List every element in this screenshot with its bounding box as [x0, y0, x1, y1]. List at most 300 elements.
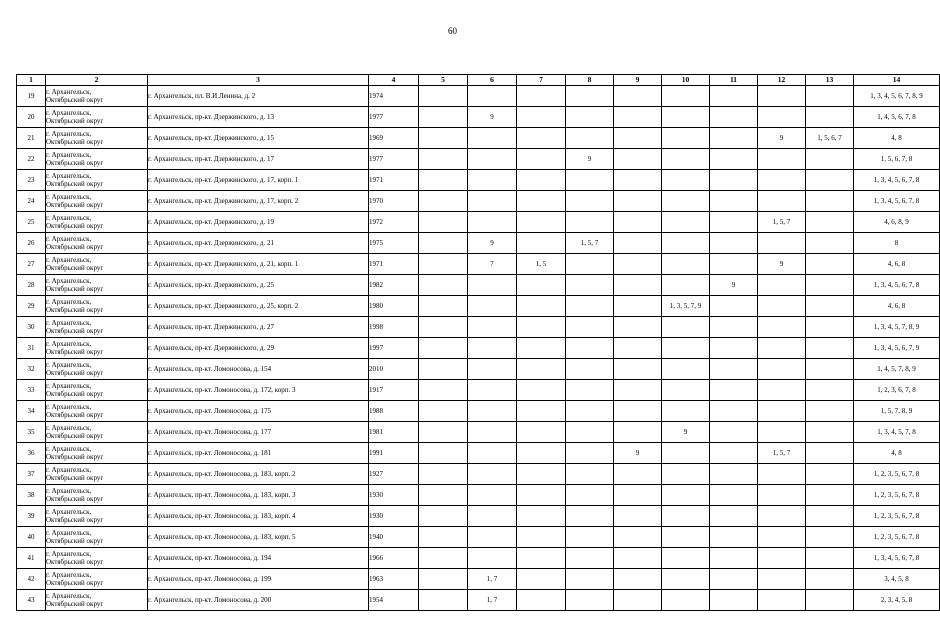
district-cell — [46, 443, 148, 464]
row-number-cell: 19 — [17, 86, 46, 107]
district-okrug: Октябрьский округ — [46, 306, 104, 314]
address-cell: г. Архангельск, пр-кт. Ломоносова, д. 194 — [148, 548, 369, 569]
district-cell — [46, 506, 148, 527]
column-number-header: 12 — [758, 75, 806, 86]
value-cell-c8 — [566, 506, 614, 527]
year-cell: 1991 — [369, 443, 419, 464]
value-cell-c7 — [517, 401, 566, 422]
value-cell-c9 — [614, 548, 662, 569]
row-number-cell: 28 — [17, 275, 46, 296]
year-cell: 1970 — [369, 191, 419, 212]
value-cell-c13 — [806, 212, 854, 233]
value-cell-c11 — [710, 170, 758, 191]
address-cell: г. Архангельск, пр-кт. Ломоносова, д. 183, корп. 5 — [148, 527, 369, 548]
district-cell — [46, 422, 148, 443]
value-cell-c5 — [419, 590, 468, 611]
district-city: г. Архангельск, — [46, 340, 92, 348]
value-cell-c14: 4, 6, 8 — [854, 296, 940, 317]
value-cell-c8 — [566, 275, 614, 296]
district-city: г. Архангельск, — [46, 361, 92, 369]
value-cell-c13 — [806, 275, 854, 296]
address-cell: г. Архангельск, пр-кт. Ломоносова, д. 154 — [148, 359, 369, 380]
value-cell-c6: 1, 7 — [468, 590, 517, 611]
value-cell-c11 — [710, 548, 758, 569]
value-cell-c5 — [419, 233, 468, 254]
value-cell-c7 — [517, 212, 566, 233]
value-cell-c14: 1, 3, 4, 5, 6, 7, 8 — [854, 275, 940, 296]
value-cell-c6 — [468, 485, 517, 506]
value-cell-c9 — [614, 506, 662, 527]
value-cell-c9 — [614, 296, 662, 317]
value-cell-c12 — [758, 233, 806, 254]
column-number-header: 4 — [369, 75, 419, 86]
value-cell-c12 — [758, 590, 806, 611]
value-cell-c11 — [710, 464, 758, 485]
value-cell-c7 — [517, 86, 566, 107]
value-cell-c5 — [419, 401, 468, 422]
year-cell: 1997 — [369, 338, 419, 359]
value-cell-c8 — [566, 212, 614, 233]
row-number-cell: 36 — [17, 443, 46, 464]
district-cell — [46, 149, 148, 170]
district-okrug: Октябрьский округ — [46, 579, 104, 587]
value-cell-c5 — [419, 506, 468, 527]
district-city: г. Архангельск, — [46, 256, 92, 264]
value-cell-c6 — [468, 422, 517, 443]
value-cell-c7 — [517, 359, 566, 380]
district-cell — [46, 107, 148, 128]
year-cell: 1954 — [369, 590, 419, 611]
address-cell: г. Архангельск, пр-кт. Дзержинского, д. 17, корп. 1 — [148, 170, 369, 191]
district-cell — [46, 569, 148, 590]
column-number-header: 11 — [710, 75, 758, 86]
value-cell-c12 — [758, 464, 806, 485]
district-okrug: Октябрьский округ — [46, 432, 104, 440]
district-city: г. Архангельск, — [46, 235, 92, 243]
district-cell — [46, 338, 148, 359]
address-cell: г. Архангельск, пр-кт. Ломоносова, д. 172, корп. 3 — [148, 380, 369, 401]
district-okrug: Октябрьский округ — [46, 558, 104, 566]
district-city: г. Архангельск, — [46, 445, 92, 453]
district-cell — [46, 359, 148, 380]
value-cell-c6 — [468, 212, 517, 233]
value-cell-c14: 1, 3, 4, 5, 6, 7, 8, 9 — [854, 86, 940, 107]
value-cell-c8 — [566, 338, 614, 359]
row-number-cell: 25 — [17, 212, 46, 233]
value-cell-c5 — [419, 275, 468, 296]
table-row — [17, 212, 940, 233]
year-cell: 1974 — [369, 86, 419, 107]
district-cell — [46, 170, 148, 191]
address-cell: г. Архангельск, пр-кт. Ломоносова, д. 200 — [148, 590, 369, 611]
district-cell — [46, 296, 148, 317]
district-cell — [46, 548, 148, 569]
value-cell-c10 — [662, 401, 710, 422]
value-cell-c12 — [758, 275, 806, 296]
district-city: г. Архангельск, — [46, 508, 92, 516]
value-cell-c9 — [614, 464, 662, 485]
table-row — [17, 149, 940, 170]
value-cell-c14: 1, 5, 6, 7, 8 — [854, 149, 940, 170]
table-row — [17, 86, 940, 107]
value-cell-c6 — [468, 149, 517, 170]
value-cell-c14: 1, 2, 3, 5, 6, 7, 8 — [854, 506, 940, 527]
value-cell-c9 — [614, 275, 662, 296]
value-cell-c7 — [517, 275, 566, 296]
value-cell-c6: 7 — [468, 254, 517, 275]
district-city: г. Архангельск, — [46, 298, 92, 306]
address-cell: г. Архангельск, пр-кт. Ломоносова, д. 183, корп. 2 — [148, 464, 369, 485]
address-cell: г. Архангельск, пр-кт. Ломоносова, д. 183, корп. 3 — [148, 485, 369, 506]
value-cell-c8 — [566, 443, 614, 464]
value-cell-c11 — [710, 527, 758, 548]
year-cell: 1930 — [369, 506, 419, 527]
column-number-header: 6 — [468, 75, 517, 86]
value-cell-c11 — [710, 569, 758, 590]
value-cell-c14: 3, 4, 5, 8 — [854, 569, 940, 590]
column-number-header: 5 — [419, 75, 468, 86]
district-cell — [46, 128, 148, 149]
value-cell-c5 — [419, 548, 468, 569]
district-cell — [46, 212, 148, 233]
value-cell-c13 — [806, 401, 854, 422]
value-cell-c11 — [710, 149, 758, 170]
value-cell-c14: 1, 3, 4, 5, 6, 7, 9 — [854, 338, 940, 359]
district-city: г. Архангельск, — [46, 277, 92, 285]
value-cell-c8 — [566, 191, 614, 212]
table-row — [17, 443, 940, 464]
district-okrug: Октябрьский округ — [46, 285, 104, 293]
value-cell-c13 — [806, 233, 854, 254]
table-row — [17, 590, 940, 611]
value-cell-c6: 9 — [468, 233, 517, 254]
value-cell-c13 — [806, 86, 854, 107]
row-number-cell: 22 — [17, 149, 46, 170]
table-row — [17, 317, 940, 338]
value-cell-c5 — [419, 485, 468, 506]
value-cell-c10 — [662, 359, 710, 380]
value-cell-c5 — [419, 296, 468, 317]
value-cell-c12 — [758, 107, 806, 128]
table-row — [17, 107, 940, 128]
value-cell-c8 — [566, 485, 614, 506]
value-cell-c6 — [468, 317, 517, 338]
value-cell-c8 — [566, 422, 614, 443]
district-city: г. Архангельск, — [46, 382, 92, 390]
address-cell: г. Архангельск, пр-кт. Дзержинского, д. 21 — [148, 233, 369, 254]
value-cell-c14: 1, 3, 4, 5, 6, 7, 8 — [854, 191, 940, 212]
value-cell-c10 — [662, 443, 710, 464]
value-cell-c10 — [662, 191, 710, 212]
column-number-header: 8 — [566, 75, 614, 86]
value-cell-c9 — [614, 569, 662, 590]
value-cell-c13 — [806, 569, 854, 590]
value-cell-c6 — [468, 170, 517, 191]
value-cell-c5 — [419, 128, 468, 149]
value-cell-c8 — [566, 464, 614, 485]
value-cell-c9 — [614, 128, 662, 149]
value-cell-c5 — [419, 212, 468, 233]
value-cell-c9 — [614, 149, 662, 170]
value-cell-c14: 1, 2, 3, 6, 7, 8 — [854, 380, 940, 401]
value-cell-c10 — [662, 212, 710, 233]
year-cell: 1966 — [369, 548, 419, 569]
value-cell-c12: 1, 5, 7 — [758, 443, 806, 464]
address-cell: г. Архангельск, пл. В.И.Ленина, д. 2 — [148, 86, 369, 107]
value-cell-c12 — [758, 359, 806, 380]
value-cell-c7 — [517, 422, 566, 443]
value-cell-c6 — [468, 401, 517, 422]
row-number-cell: 21 — [17, 128, 46, 149]
table-body — [17, 86, 940, 611]
value-cell-c14: 4, 8 — [854, 128, 940, 149]
value-cell-c12 — [758, 338, 806, 359]
value-cell-c6: 1, 7 — [468, 569, 517, 590]
district-okrug: Октябрьский округ — [46, 264, 104, 272]
value-cell-c13 — [806, 254, 854, 275]
value-cell-c5 — [419, 359, 468, 380]
value-cell-c10 — [662, 380, 710, 401]
table-row — [17, 527, 940, 548]
table-row — [17, 233, 940, 254]
value-cell-c14: 1, 3, 4, 5, 6, 7, 8 — [854, 548, 940, 569]
value-cell-c8 — [566, 527, 614, 548]
year-cell: 1930 — [369, 485, 419, 506]
value-cell-c5 — [419, 107, 468, 128]
value-cell-c11 — [710, 254, 758, 275]
value-cell-c6 — [468, 464, 517, 485]
value-cell-c8 — [566, 590, 614, 611]
table-row — [17, 128, 940, 149]
value-cell-c11 — [710, 338, 758, 359]
district-cell — [46, 191, 148, 212]
value-cell-c11 — [710, 485, 758, 506]
year-cell: 1977 — [369, 107, 419, 128]
district-city: г. Архангельск, — [46, 424, 92, 432]
value-cell-c10 — [662, 170, 710, 191]
row-number-cell: 31 — [17, 338, 46, 359]
address-cell: г. Архангельск, пр-кт. Дзержинского, д. 29 — [148, 338, 369, 359]
district-okrug: Октябрьский округ — [46, 117, 104, 125]
value-cell-c5 — [419, 191, 468, 212]
value-cell-c9: 9 — [614, 443, 662, 464]
value-cell-c9 — [614, 170, 662, 191]
value-cell-c5 — [419, 254, 468, 275]
value-cell-c12 — [758, 170, 806, 191]
value-cell-c12 — [758, 422, 806, 443]
district-cell — [46, 401, 148, 422]
district-okrug: Октябрьский округ — [46, 348, 104, 356]
value-cell-c11 — [710, 422, 758, 443]
value-cell-c8 — [566, 128, 614, 149]
row-number-cell: 43 — [17, 590, 46, 611]
value-cell-c5 — [419, 569, 468, 590]
value-cell-c8 — [566, 569, 614, 590]
value-cell-c13 — [806, 464, 854, 485]
value-cell-c14: 1, 2, 3, 5, 6, 7, 8 — [854, 527, 940, 548]
value-cell-c7 — [517, 233, 566, 254]
value-cell-c10 — [662, 86, 710, 107]
value-cell-c13 — [806, 548, 854, 569]
value-cell-c6 — [468, 359, 517, 380]
address-cell: г. Архангельск, пр-кт. Ломоносова, д. 175 — [148, 401, 369, 422]
value-cell-c13 — [806, 485, 854, 506]
year-cell: 1972 — [369, 212, 419, 233]
value-cell-c13 — [806, 149, 854, 170]
value-cell-c13 — [806, 317, 854, 338]
value-cell-c10: 1, 3, 5, 7, 9 — [662, 296, 710, 317]
value-cell-c12 — [758, 86, 806, 107]
value-cell-c7 — [517, 107, 566, 128]
value-cell-c8 — [566, 254, 614, 275]
value-cell-c9 — [614, 191, 662, 212]
column-number-header: 13 — [806, 75, 854, 86]
value-cell-c14: 4, 8 — [854, 443, 940, 464]
row-number-cell: 40 — [17, 527, 46, 548]
value-cell-c13 — [806, 338, 854, 359]
value-cell-c8 — [566, 107, 614, 128]
district-okrug: Октябрьский округ — [46, 495, 104, 503]
table-row — [17, 296, 940, 317]
district-city: г. Архангельск, — [46, 592, 92, 600]
address-cell: г. Архангельск, пр-кт. Дзержинского, д. 17 — [148, 149, 369, 170]
value-cell-c5 — [419, 527, 468, 548]
value-cell-c9 — [614, 485, 662, 506]
value-cell-c12 — [758, 296, 806, 317]
value-cell-c7 — [517, 170, 566, 191]
value-cell-c5 — [419, 338, 468, 359]
district-city: г. Архангельск, — [46, 466, 92, 474]
value-cell-c13 — [806, 107, 854, 128]
value-cell-c10 — [662, 464, 710, 485]
value-cell-c14: 1, 2, 3, 5, 6, 7, 8 — [854, 464, 940, 485]
district-okrug: Октябрьский округ — [46, 390, 104, 398]
value-cell-c7 — [517, 338, 566, 359]
district-city: г. Архангельск, — [46, 550, 92, 558]
district-okrug: Октябрьский округ — [46, 201, 104, 209]
district-city: г. Архангельск, — [46, 151, 92, 159]
value-cell-c9 — [614, 401, 662, 422]
value-cell-c5 — [419, 317, 468, 338]
value-cell-c11 — [710, 443, 758, 464]
district-city: г. Архангельск, — [46, 571, 92, 579]
column-number-header: 3 — [148, 75, 369, 86]
row-number-cell: 29 — [17, 296, 46, 317]
column-number-row — [17, 75, 940, 86]
district-okrug: Октябрьский округ — [46, 369, 104, 377]
column-number-header: 14 — [854, 75, 940, 86]
value-cell-c10 — [662, 338, 710, 359]
value-cell-c11: 9 — [710, 275, 758, 296]
table-row — [17, 401, 940, 422]
district-okrug: Октябрьский округ — [46, 243, 104, 251]
value-cell-c9 — [614, 212, 662, 233]
year-cell: 1980 — [369, 296, 419, 317]
value-cell-c7 — [517, 128, 566, 149]
value-cell-c9 — [614, 590, 662, 611]
value-cell-c7 — [517, 296, 566, 317]
value-cell-c7 — [517, 464, 566, 485]
district-cell — [46, 275, 148, 296]
address-cell: г. Архангельск, пр-кт. Дзержинского, д. 15 — [148, 128, 369, 149]
row-number-cell: 20 — [17, 107, 46, 128]
district-city: г. Архангельск, — [46, 88, 92, 96]
value-cell-c9 — [614, 338, 662, 359]
district-city: г. Архангельск, — [46, 130, 92, 138]
district-cell — [46, 485, 148, 506]
value-cell-c11 — [710, 128, 758, 149]
district-okrug: Октябрьский округ — [46, 159, 104, 167]
value-cell-c13 — [806, 296, 854, 317]
value-cell-c10 — [662, 506, 710, 527]
value-cell-c6 — [468, 296, 517, 317]
value-cell-c7 — [517, 149, 566, 170]
address-cell: г. Архангельск, пр-кт. Дзержинского, д. 25 — [148, 275, 369, 296]
value-cell-c13 — [806, 506, 854, 527]
value-cell-c10 — [662, 107, 710, 128]
row-number-cell: 35 — [17, 422, 46, 443]
value-cell-c8 — [566, 401, 614, 422]
value-cell-c5 — [419, 149, 468, 170]
value-cell-c14: 1, 2, 3, 5, 6, 7, 8 — [854, 485, 940, 506]
value-cell-c14: 1, 3, 4, 5, 6, 7, 8 — [854, 170, 940, 191]
value-cell-c14: 1, 3, 4, 5, 7, 8, 9 — [854, 317, 940, 338]
district-okrug: Октябрьский округ — [46, 537, 104, 545]
value-cell-c6 — [468, 86, 517, 107]
value-cell-c13 — [806, 380, 854, 401]
value-cell-c7 — [517, 380, 566, 401]
district-cell — [46, 380, 148, 401]
value-cell-c13 — [806, 443, 854, 464]
year-cell: 1975 — [369, 233, 419, 254]
value-cell-c11 — [710, 86, 758, 107]
value-cell-c10 — [662, 548, 710, 569]
value-cell-c11 — [710, 191, 758, 212]
value-cell-c10 — [662, 254, 710, 275]
value-cell-c6: 9 — [468, 107, 517, 128]
value-cell-c7 — [517, 548, 566, 569]
value-cell-c11 — [710, 317, 758, 338]
row-number-cell: 23 — [17, 170, 46, 191]
table-row — [17, 275, 940, 296]
value-cell-c9 — [614, 233, 662, 254]
address-cell: г. Архангельск, пр-кт. Дзержинского, д. 25, корп. 2 — [148, 296, 369, 317]
district-cell — [46, 590, 148, 611]
year-cell: 2010 — [369, 359, 419, 380]
row-number-cell: 26 — [17, 233, 46, 254]
value-cell-c10: 9 — [662, 422, 710, 443]
year-cell: 1940 — [369, 527, 419, 548]
district-city: г. Архангельск, — [46, 109, 92, 117]
value-cell-c8: 1, 5, 7 — [566, 233, 614, 254]
value-cell-c12 — [758, 569, 806, 590]
value-cell-c5 — [419, 170, 468, 191]
address-cell: г. Архангельск, пр-кт. Ломоносова, д. 183, корп. 4 — [148, 506, 369, 527]
year-cell: 1963 — [369, 569, 419, 590]
value-cell-c13 — [806, 527, 854, 548]
value-cell-c14: 1, 5, 7, 8, 9 — [854, 401, 940, 422]
district-okrug: Октябрьский округ — [46, 516, 104, 524]
address-cell: г. Архангельск, пр-кт. Дзержинского, д. 17, корп. 2 — [148, 191, 369, 212]
page-number: 60 — [448, 26, 457, 36]
value-cell-c9 — [614, 422, 662, 443]
value-cell-c10 — [662, 149, 710, 170]
value-cell-c12 — [758, 317, 806, 338]
value-cell-c14: 4, 6, 8, 9 — [854, 212, 940, 233]
value-cell-c11 — [710, 296, 758, 317]
value-cell-c12 — [758, 191, 806, 212]
table-row — [17, 422, 940, 443]
